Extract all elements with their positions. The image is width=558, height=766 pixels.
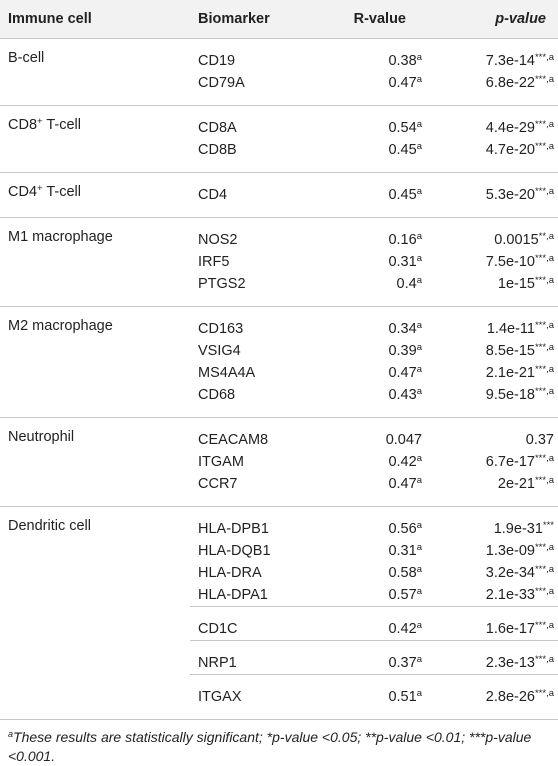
cell-group (0, 39, 558, 106)
biomarker-name: NRP1 (190, 641, 338, 675)
biomarker-name: VSIG4 (198, 343, 241, 359)
header-immune-cell: Immune cell (8, 11, 92, 27)
biomarker-name: CD8B (198, 142, 237, 158)
immune-cell-name: M2 macrophage (8, 318, 113, 334)
r-value: 0.047 (385, 432, 422, 448)
p-value: $7.3e-14^{***,a}$ (485, 52, 554, 69)
r-value: 0.47$^a$ (388, 364, 422, 381)
p-value: $2.1e-33^{***,a}$ (485, 586, 554, 603)
header-biomarker: Biomarker (198, 11, 270, 27)
p-value: $4.7e-20^{***,a}$ (485, 141, 554, 158)
r-value: 0.39$^a$ (388, 342, 422, 359)
cell-group (0, 507, 558, 720)
biomarker-name: NOS2 (198, 232, 238, 248)
header-r-value: R-value (353, 11, 406, 27)
r-value: 0.51$^a$ (338, 675, 428, 720)
r-value: 0.47$^a$ (388, 475, 422, 492)
footnote-marker: a (8, 729, 14, 739)
cell-group (0, 307, 558, 418)
p-value: $6.7e-17^{***,a}$ (485, 453, 554, 470)
cell-group (0, 106, 558, 173)
r-value: 0.47$^a$ (388, 74, 422, 91)
biomarker-name: CD19 (198, 53, 236, 69)
p-value: $2.8e-26^{***,a}$ (428, 675, 558, 720)
immune-cell-name: CD8+ T-cell (8, 116, 81, 133)
r-value: 0.42$^a$ (388, 453, 422, 470)
biomarker-name: HLA-DPB1 (198, 521, 269, 537)
r-value: 0.45$^a$ (388, 186, 422, 203)
cell-group (0, 218, 558, 307)
header-p-value: p-value (495, 11, 546, 27)
p-value: $1.3e-09^{***,a}$ (485, 542, 554, 559)
p-value: $8.5e-15^{***,a}$ (485, 342, 554, 359)
p-value: $9.5e-18^{***,a}$ (485, 386, 554, 403)
p-value: $6.8e-22^{***,a}$ (485, 74, 554, 91)
r-value: 0.34$^a$ (388, 320, 422, 337)
r-value: 0.42$^a$ (338, 607, 428, 641)
immune-cell-name: M1 macrophage (8, 229, 113, 245)
biomarker-name: CD163 (198, 321, 244, 337)
p-value: 1.9e-31*** (493, 520, 554, 537)
p-value: $2.3e-13^{***,a}$ (428, 641, 558, 675)
biomarker-name: CD4 (198, 187, 228, 203)
r-value: 0.31$^a$ (388, 253, 422, 270)
cell-group (0, 173, 558, 218)
table-row (0, 39, 558, 73)
r-value: 0.58$^a$ (388, 564, 422, 581)
biomarker-name: CD79A (198, 75, 245, 91)
biomarker-name: CD68 (198, 387, 236, 403)
p-value: $4.4e-29^{***,a}$ (485, 119, 554, 136)
r-value: 0.37$^a$ (338, 641, 428, 675)
p-value: $5.3e-20^{***,a}$ (485, 186, 554, 203)
table-row (0, 218, 558, 252)
cell-group (0, 418, 558, 507)
r-value: 0.38$^a$ (388, 52, 422, 69)
biomarker-name: HLA-DPA1 (198, 587, 268, 603)
table-row (0, 106, 558, 140)
r-value: 0.45$^a$ (388, 141, 422, 158)
table-row (0, 507, 558, 541)
immune-cell-name: Dendritic cell (8, 518, 91, 534)
footnote-text: These results are statistically significant; *p-value <0.05; **p-value <0.01; ***p-value <0.001. (8, 729, 532, 764)
biomarker-name: CEACAM8 (198, 432, 269, 448)
biomarker-name: HLA-DRA (198, 565, 262, 581)
r-value: 0.54$^a$ (388, 119, 422, 136)
p-value: $3.2e-34^{***,a}$ (485, 564, 554, 581)
biomarker-name: IRF5 (198, 254, 230, 270)
table-row (0, 307, 558, 341)
r-value: 0.57$^a$ (388, 586, 422, 603)
biomarker-name: CD8A (198, 120, 237, 136)
footnote (0, 720, 558, 766)
table-row (0, 418, 558, 452)
r-value: 0.43$^a$ (388, 386, 422, 403)
biomarker-name: PTGS2 (198, 276, 246, 292)
biomarker-name: MS4A4A (198, 365, 256, 381)
immune-cell-name: B-cell (8, 50, 45, 66)
immune-cell-name: CD4+ T-cell (8, 183, 81, 200)
p-value: $1.4e-11^{***,a}$ (486, 320, 554, 337)
header-row (0, 0, 558, 39)
biomarker-name: CCR7 (198, 476, 238, 492)
p-value: $2.1e-21^{***,a}$ (485, 364, 554, 381)
biomarker-name: CD1C (190, 607, 338, 641)
r-value: 0.4$^a$ (396, 275, 422, 292)
r-value: 0.31$^a$ (388, 542, 422, 559)
r-value: 0.56$^a$ (388, 520, 422, 537)
p-value: $7.5e-10^{***,a}$ (485, 253, 554, 270)
p-value: $1.6e-17^{***,a}$ (428, 607, 558, 641)
p-value: $2e-21^{***,a}$ (497, 475, 554, 492)
biomarker-name: ITGAM (198, 454, 244, 470)
p-value: $0.0015^{**,a}$ (494, 231, 554, 248)
r-value: 0.16$^a$ (388, 231, 422, 248)
biomarker-name: HLA-DQB1 (198, 543, 271, 559)
immune-cell-name: Neutrophil (8, 429, 75, 445)
p-value: $1e-15^{***,a}$ (497, 275, 554, 292)
biomarker-name: ITGAX (190, 675, 338, 720)
p-value: 0.37 (525, 432, 554, 448)
table-row (0, 173, 558, 218)
